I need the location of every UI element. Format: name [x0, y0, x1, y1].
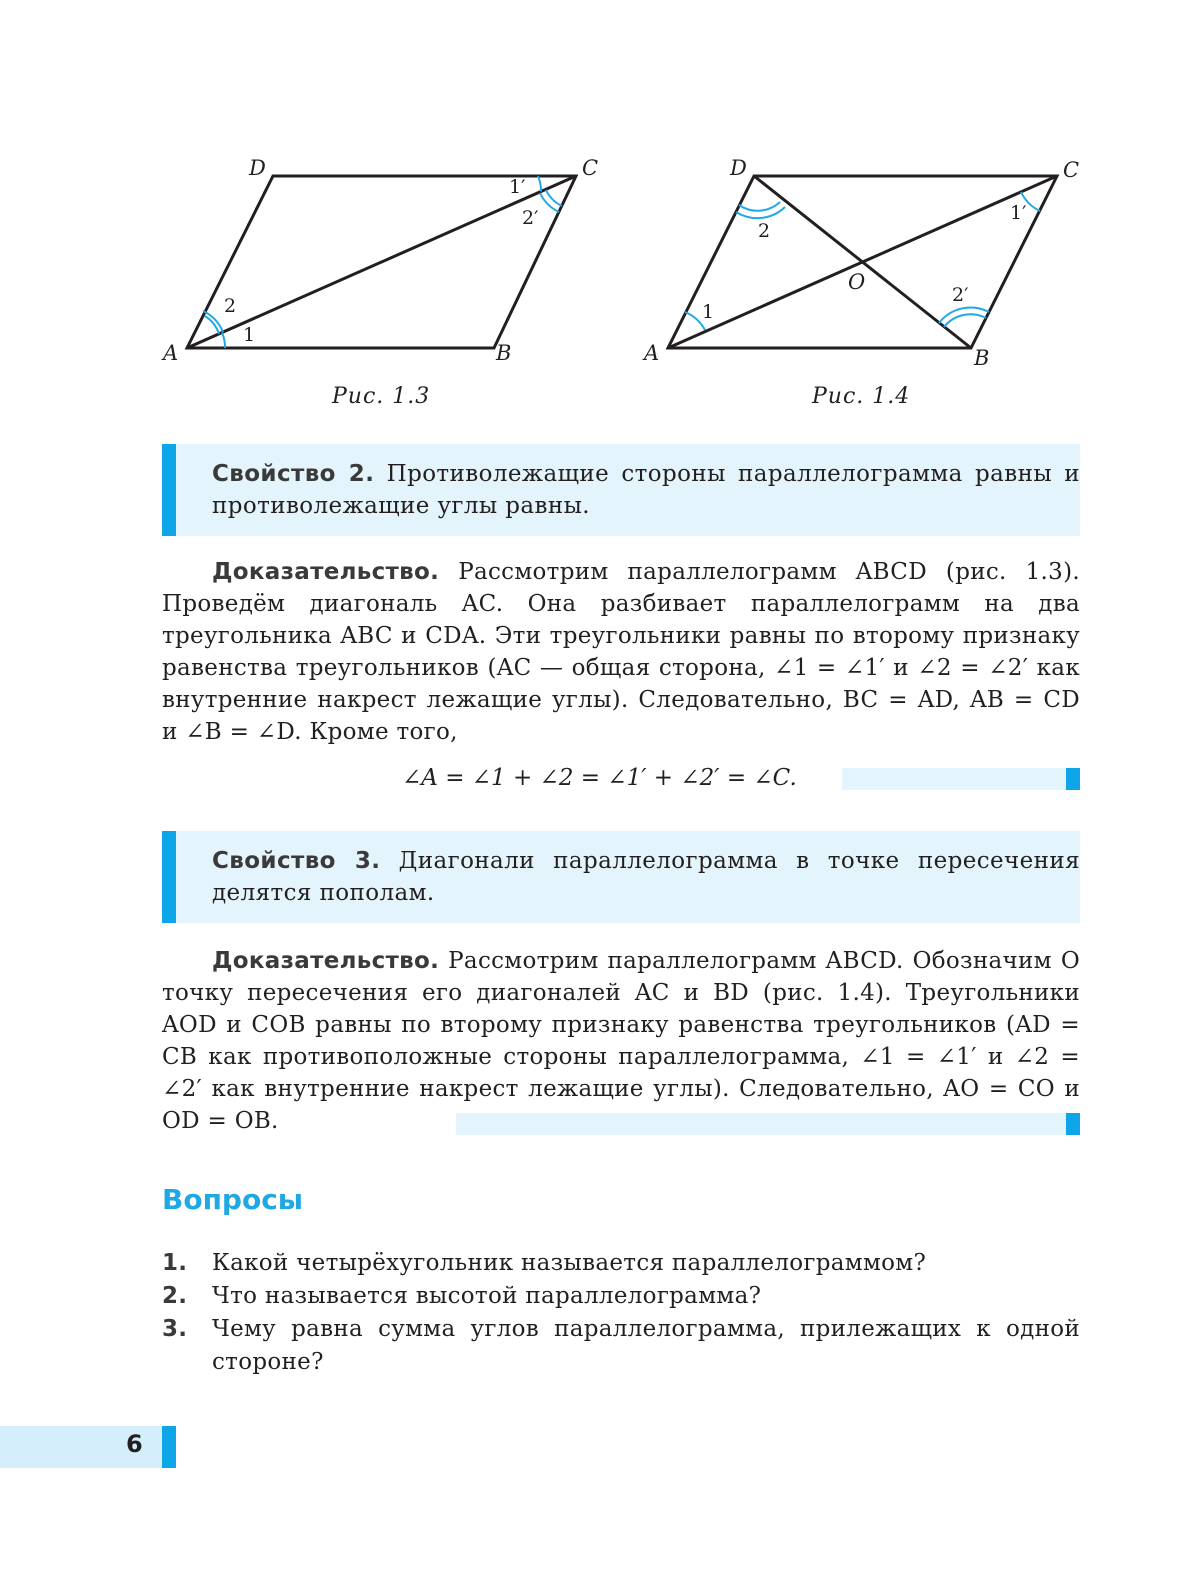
diagonal-ac	[187, 176, 576, 348]
proof-3-end-strip	[456, 1113, 1066, 1135]
questions-heading: Вопросы	[162, 1183, 304, 1216]
figure-1-3	[150, 145, 620, 375]
angle-label-2p: 2′	[522, 207, 539, 229]
question-number: 2.	[162, 1283, 188, 1309]
proof-2-title: Доказательство.	[212, 559, 440, 585]
vertex-label-d: D	[730, 156, 747, 180]
property-3-box	[162, 831, 1080, 923]
page-number: 6	[126, 1430, 143, 1458]
proof-3-text: Рассмотрим параллелограмм ABCD. Обозначим O точку пересечения его диагоналей AC и BD (рис. 1.4). Треугольники AOD и COB равны по второму признаку равенства треугольников (AD = CB как противоположные стороны параллелограмма, ∠1 = ∠1′ и ∠2 = ∠2′ как внутренние накрест лежащие углы). Следовательно, AO = CO и OD = OB.	[162, 948, 1080, 1134]
property-3-statement: Диагонали параллелограмма в точке пересечения делятся пополам.	[212, 848, 1080, 906]
vertex-label-d: D	[249, 156, 266, 180]
question-text: Чему равна сумма углов параллелограмма, прилежащих к одной стороне?	[212, 1316, 1080, 1375]
question-item	[162, 1247, 1080, 1280]
proof-2-text: Рассмотрим параллелограмм ABCD (рис. 1.3). Проведём диагональ AC. Она разбивает параллелограмм на два треугольника ABC и CDA. Эти треугольники равны по второму признаку равенства треугольников (AC — общая сторона, ∠1 = ∠1′ и ∠2 = ∠2′ как внутренние накрест лежащие углы). Следовательно, BC = AD, AB = CD и ∠B = ∠D. Кроме того,	[162, 559, 1080, 745]
angle-label-2p: 2′	[952, 284, 969, 306]
property-2-title: Свойство 2.	[212, 461, 375, 487]
accent-bar	[162, 444, 176, 536]
question-number: 1.	[162, 1250, 188, 1276]
proof-2-end-strip	[842, 768, 1066, 790]
angle-arc-2-inner	[739, 202, 780, 211]
proof-3-paragraph	[162, 945, 1080, 1137]
angle-label-1: 1	[243, 324, 256, 346]
angle-label-2: 2	[758, 220, 771, 242]
angle-arc-2p-inner	[944, 314, 986, 327]
vertex-label-b: B	[974, 346, 990, 370]
angle-label-2: 2	[224, 295, 237, 317]
caption-fig-1-4: Рис. 1.4	[812, 384, 911, 409]
page-number-accent	[162, 1426, 176, 1468]
accent-bar	[162, 831, 176, 923]
proof-3-title: Доказательство.	[212, 948, 440, 974]
vertex-label-a: A	[644, 341, 660, 365]
angle-arc-1	[222, 333, 225, 349]
caption-fig-1-3: Рис. 1.3	[332, 384, 431, 409]
question-item	[162, 1313, 1080, 1379]
property-2-text-block	[212, 458, 1080, 522]
vertex-label-c: C	[582, 156, 599, 180]
question-text: Какой четырёхугольник называется параллелограммом?	[212, 1250, 927, 1276]
proof-3-end-mark	[1066, 1113, 1080, 1135]
intersection-label-o: O	[848, 270, 866, 294]
angle-arc-1p	[538, 176, 541, 192]
figure-1-4	[630, 145, 1100, 375]
property-2-box	[162, 444, 1080, 536]
proof-2-formula: ∠A = ∠1 + ∠2 = ∠1′ + ∠2′ = ∠C.	[402, 765, 797, 791]
question-item	[162, 1280, 1080, 1313]
angle-label-1: 1	[702, 301, 715, 323]
vertex-label-c: C	[1063, 158, 1080, 182]
question-number: 3.	[162, 1316, 188, 1342]
property-2-statement: Противолежащие стороны параллелограмма равны и противолежащие углы равны.	[212, 461, 1081, 519]
property-3-text-block	[212, 845, 1080, 909]
proof-2-end-mark	[1066, 768, 1080, 790]
vertex-label-a: A	[163, 341, 179, 365]
angle-label-1p: 1′	[509, 176, 526, 198]
vertex-label-b: B	[496, 341, 512, 365]
angle-arc-2-outer	[736, 207, 785, 218]
question-text: Что называется высотой параллелограмма?	[212, 1283, 762, 1309]
property-3-title: Свойство 3.	[212, 848, 381, 874]
proof-2-paragraph	[162, 556, 1080, 748]
angle-arc-2-inner	[205, 316, 219, 334]
angle-label-1p: 1′	[1010, 202, 1027, 224]
